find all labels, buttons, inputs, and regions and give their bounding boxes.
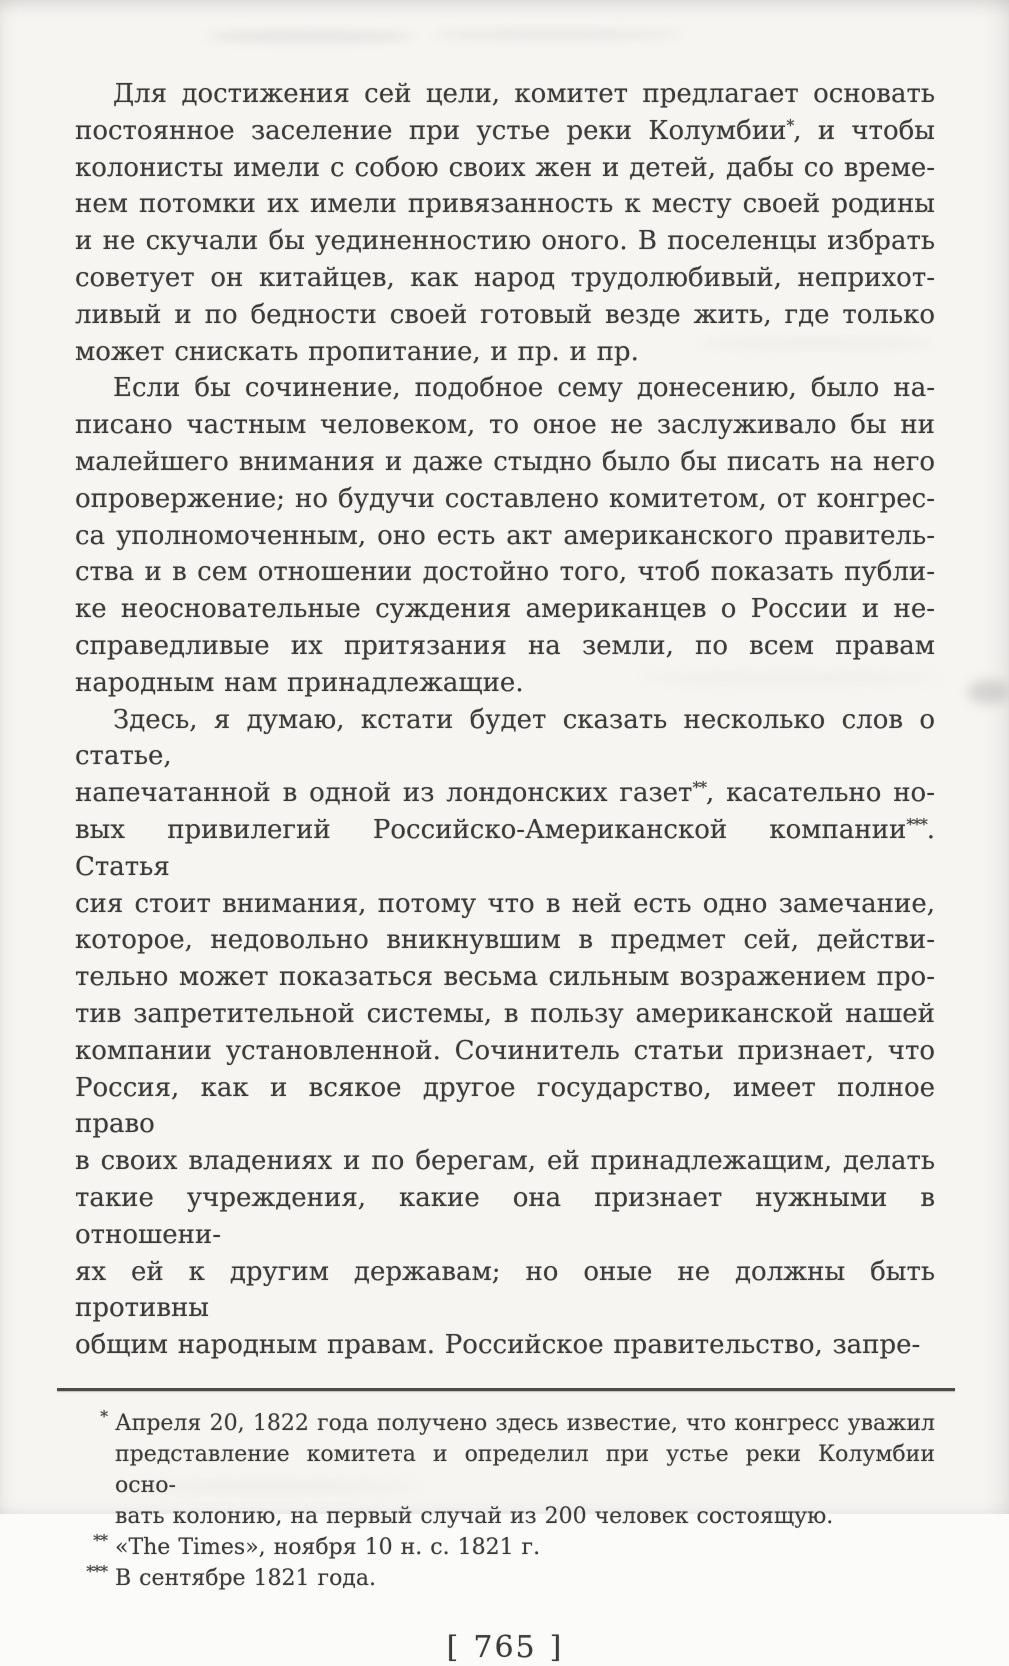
scan-artifact (205, 30, 415, 43)
footnote-ref: *** (906, 816, 927, 835)
text-line: общим народным правам. Российское правительство, запре- (75, 1330, 921, 1361)
text-line: компании установленной. Сочинитель статьи признает, что (75, 1035, 935, 1066)
text-line: сия стоит внимания, потому что в ней есть одно замечание, (75, 888, 935, 919)
footnote-line: представление комитета и определил при устье реки Колумбии осно- (115, 1441, 935, 1498)
footnote-line: В сентябре 1821 года. (115, 1565, 376, 1591)
footnote-line: «The Times», ноября 10 н. с. 1821 г. (115, 1534, 541, 1560)
footnote (75, 1408, 935, 1532)
text-line: Россия, как и всякое другое государство, имеет полное право (75, 1072, 935, 1140)
text-line: вых привилегий Российско-Американской компании***. Статья (75, 814, 935, 882)
text-line: писано частным человеком, то оное не заслуживало бы ни (75, 410, 935, 441)
footnote-marker (75, 1408, 115, 1532)
text-line: постоянное заселение при устье реки Колумбии*, и чтобы (75, 115, 936, 146)
text-line: Если бы сочинение, подобное сему донесению, было на- (113, 373, 935, 404)
text-line: Для достижения сей цели, комитет предлагает основать (113, 79, 935, 109)
text-line: ливый и по бедности своей готовый везде жить, где только (75, 299, 935, 330)
text-line: нем потомки их имели привязанность к месту своей родины (75, 189, 935, 220)
text-line: и не скучали бы уединенностию оного. В поселенцы избрать (75, 226, 935, 257)
scan-artifact (432, 28, 682, 41)
text-line: малейшего внимания и даже стыдно было бы писать на него (75, 446, 935, 477)
footnote-text (115, 1532, 935, 1563)
footnote (75, 1563, 935, 1594)
text-line: са уполномоченным, оно есть акт американского правитель- (75, 520, 935, 551)
text-line: народным нам принадлежащие. (75, 667, 524, 698)
text-line: колонисты имели с собою своих жен и детей, дабы со време- (75, 152, 935, 183)
text-line: тив запретительной системы, в пользу американской нашей (75, 998, 935, 1029)
footnote-text (115, 1408, 935, 1532)
footnote-marker (75, 1563, 115, 1594)
paragraph (75, 76, 935, 370)
text-line: ях ей к другим державам; но оные не должны быть противны (75, 1256, 935, 1324)
paragraph (75, 702, 935, 1364)
footnote-ref: * (100, 1406, 107, 1426)
footnote-line: вать колонию, на первый случай из 200 человек состоящую. (115, 1503, 834, 1529)
paragraph (75, 370, 935, 701)
footnote-separator (57, 1388, 955, 1391)
text-line: которое, недовольно вникнувшим в предмет сей, действи- (75, 925, 935, 956)
footnote-ref: ** (692, 779, 707, 798)
footnote (75, 1532, 935, 1563)
text-line: в своих владениях и по берегам, ей принадлежащим, делать (75, 1146, 935, 1177)
text-block (75, 76, 935, 1666)
footnote-line: Апреля 20, 1822 года получено здесь известие, что конгресс уважил (115, 1410, 935, 1436)
scan-artifact (968, 680, 1009, 704)
body-text (75, 76, 935, 1364)
text-line: тельно может показаться весьма сильным возражением про- (75, 962, 935, 993)
text-line: ке неосновательные суждения американцев о России и не- (75, 594, 935, 625)
page-number: [ 765 ] (446, 1629, 564, 1665)
text-line: Здесь, я думаю, кстати будет сказать несколько слов о статье, (75, 704, 935, 772)
footnotes (75, 1408, 935, 1594)
footnote-text (115, 1563, 935, 1594)
footnote-ref: * (786, 117, 794, 135)
footnote-marker (75, 1532, 115, 1563)
footnote-ref: *** (86, 1561, 107, 1581)
text-line: ства и в сем отношении достойно того, чтоб показать публи- (75, 557, 935, 588)
text-line: опровержение; но будучи составлено комитетом, от конгрес- (75, 483, 935, 514)
text-line: справедливые их притязания на земли, по всем правам (75, 630, 935, 661)
text-line: напечатанной в одной из лондонских газет**, касательно но- (75, 778, 935, 809)
footnote-ref: ** (93, 1530, 107, 1550)
text-line: советует он китайцев, как народ трудолюбивый, неприхот- (75, 262, 935, 293)
text-line: может снискать пропитание, и пр. и пр. (75, 336, 639, 367)
text-line: такие учреждения, какие она признает нужными в отношени- (75, 1182, 935, 1250)
